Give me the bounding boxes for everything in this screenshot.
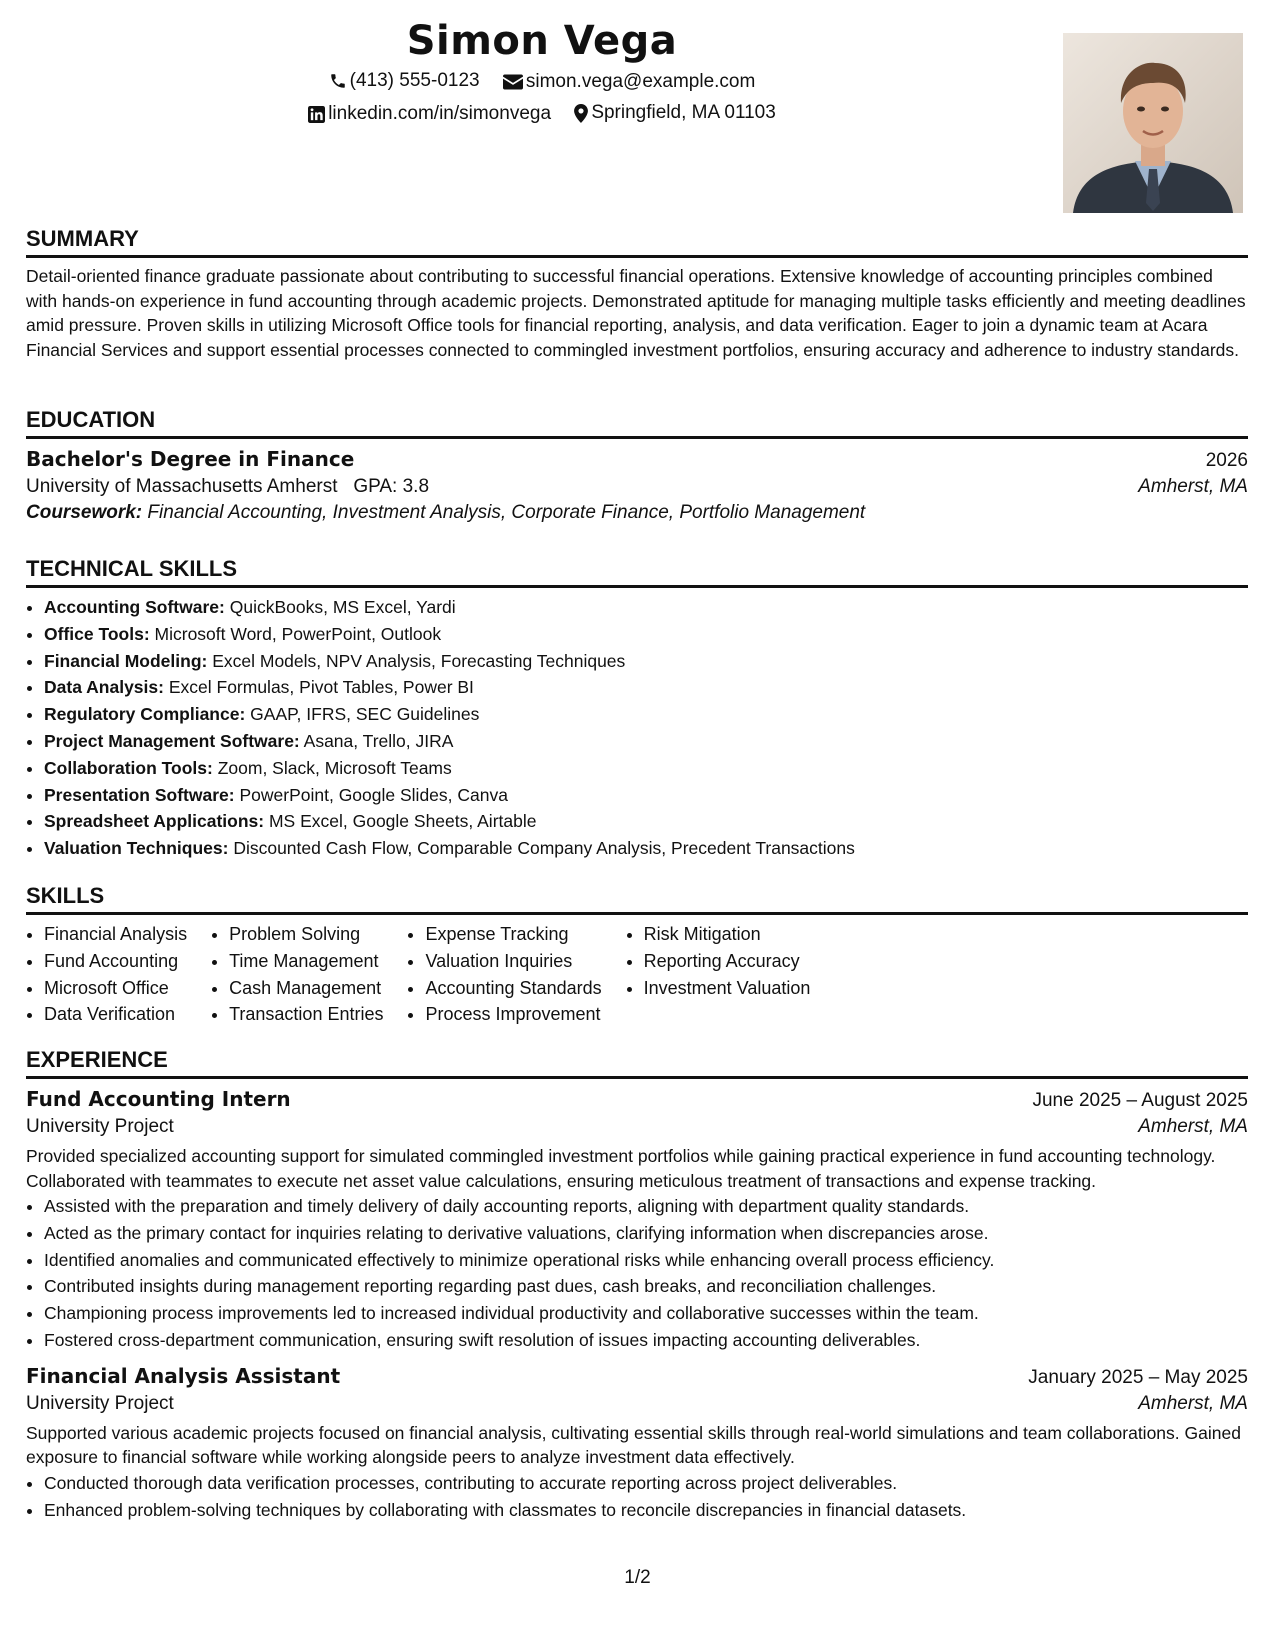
list-item: • Project Management Software: Asana, Trello, JIRA [44,728,1248,755]
coursework-line [26,502,1248,524]
list-item: • Financial Modeling: Excel Models, NPV Analysis, Forecasting Techniques [44,648,1248,675]
skills-column-3 [407,921,601,1028]
summary-section [26,226,1248,362]
technical-skills-heading: TECHNICAL SKILLS [26,556,1248,588]
list-item: • Valuation Inquiries [425,948,601,975]
job-org-row [26,1116,1248,1138]
school-location: Amherst, MA [1138,476,1248,497]
job-bullets [26,1470,1248,1524]
skills-heading: SKILLS [26,883,1248,915]
list-item: • Transaction Entries [229,1001,383,1028]
list-item: • Presentation Software: PowerPoint, Google Slides, Canva [44,782,1248,809]
summary-text: Detail-oriented finance graduate passionate about contributing to successful financial operations. Extensive knowledge of accounting principles combined with hands-on experience in fund accounting through academic projects. Demonstrated aptitude for managing multiple tasks efficiently and meeting deadlines amid pressure. Proven skills in utilizing Microsoft Office tools for financial reporting, analysis, and data verification. Eager to join a dynamic team at Acara Financial Services and support essential processes connected to commingled investment portfolios, ensuring accuracy and adherence to industry standards. [26,266,1246,360]
list-item: • Expense Tracking [425,921,601,948]
list-item: • Fostered cross-department communication, ensuring swift resolution of issues impacting accounting deliverables. [44,1327,1248,1354]
list-item: • Conducted thorough data verification processes, contributing to accurate reporting across project deliverables. [44,1470,1248,1497]
skills-column-1 [26,921,187,1028]
list-item: • Office Tools: Microsoft Word, PowerPoint, Outlook [44,621,1248,648]
job-organization: University Project [26,1392,174,1414]
job-dates: January 2025 – May 2025 [1028,1366,1248,1388]
list-item: • Acted as the primary contact for inquiries relating to derivative valuations, clarifying information when discrepancies arose. [44,1220,1248,1247]
map-pin-icon [574,104,588,123]
school-name: University of Massachusetts Amherst GPA: 3.8 [26,476,430,497]
job-org-row [26,1393,1248,1415]
graduation-year: 2026 [1205,450,1248,471]
list-item: • Assisted with the preparation and timely delivery of daily accounting reports, aligning with department quality standards. [44,1193,1248,1220]
list-item: • Identified anomalies and communicated effectively to minimize operational risks while enhancing overall process efficiency. [44,1247,1248,1274]
phone-contact [329,70,480,92]
list-item: • Accounting Software: QuickBooks, MS Excel, Yardi [44,594,1248,621]
job-header-row [26,1364,1248,1389]
job-title: Fund Accounting Intern [26,1087,291,1111]
technical-skills-list [26,594,1248,862]
degree-title: Bachelor's Degree in Finance [26,447,355,471]
list-item: • Valuation Techniques: Discounted Cash Flow, Comparable Company Analysis, Precedent Transactions [44,835,1248,862]
experience-heading: EXPERIENCE [26,1047,1248,1079]
envelope-icon [503,74,523,90]
email-contact [503,71,755,93]
candidate-name: Simon Vega [406,18,678,64]
summary-heading: SUMMARY [26,226,1248,258]
job-organization: University Project [26,1116,174,1137]
job-description: Supported various academic projects focused on financial analysis, cultivating essential skills through real-world simulations and team collaborations. Gained exposure to financial software while working alongside peers to analyze investment data effectively. [26,1422,1241,1468]
technical-skills-section [26,556,1248,862]
list-item: • Fund Accounting [44,948,187,975]
location-text: Springfield, MA 01103 [591,102,776,123]
experience-entry-2 [26,1364,1248,1524]
job-location: Amherst, MA [1138,1116,1248,1137]
coursework-text: Financial Accounting, Investment Analysis, Corporate Finance, Portfolio Management [147,502,866,523]
skills-column-4 [626,921,811,1028]
list-item: • Regulatory Compliance: GAAP, IFRS, SEC Guidelines [44,701,1248,728]
education-row-2 [26,476,1248,498]
job-title: Financial Analysis Assistant [26,1363,341,1388]
phone-icon [329,72,347,90]
list-item: • Data Analysis: Excel Formulas, Pivot Tables, Power BI [44,674,1248,701]
linkedin-text[interactable]: linkedin.com/in/simonvega [328,103,552,124]
location-contact [574,102,776,124]
job-location: Amherst, MA [1138,1392,1248,1414]
job-header-row [26,1087,1248,1112]
list-item: • Accounting Standards [425,975,601,1002]
list-item: • Process Improvement [425,1001,601,1028]
list-item: • Collaboration Tools: Zoom, Slack, Microsoft Teams [44,755,1248,782]
experience-entry-1 [26,1087,1248,1354]
list-item: • Championing process improvements led to increased individual productivity and collaborative successes within the team. [44,1300,1248,1327]
page-number: 1/2 [624,1567,651,1588]
experience-section [26,1047,1248,1523]
list-item: • Time Management [229,948,383,975]
phone-text[interactable]: (413) 555-0123 [349,70,480,91]
list-item: • Problem Solving [229,921,383,948]
education-section [26,407,1248,524]
list-item: • Microsoft Office [44,975,187,1002]
skills-section [26,883,1248,1028]
list-item: • Investment Valuation [644,975,811,1002]
list-item: • Data Verification [44,1001,187,1028]
list-item: • Reporting Accuracy [644,948,811,975]
coursework-label: Coursework: [26,502,143,523]
list-item: • Contributed insights during management reporting regarding past dues, cash breaks, and reconciliation challenges. [44,1273,1248,1300]
job-description: Provided specialized accounting support for simulated commingled investment portfolios while gaining practical experience in fund accounting technology. Collaborated with teammates to execute net asset value calculations, ensuring meticulous treatment of transactions and expense tracking. [26,1146,1216,1191]
education-row-1 [26,447,1248,472]
profile-photo [1063,33,1243,213]
list-item: • Spreadsheet Applications: MS Excel, Google Sheets, Airtable [44,808,1248,835]
list-item: • Cash Management [229,975,383,1002]
job-bullets [26,1193,1248,1354]
email-text[interactable]: simon.vega@example.com [525,71,756,92]
list-item: • Risk Mitigation [644,921,811,948]
skills-grid [26,921,1248,1028]
list-item: • Financial Analysis [44,921,187,948]
linkedin-contact [308,103,551,125]
education-heading: EDUCATION [26,407,1248,439]
skills-column-2 [211,921,383,1028]
list-item: • Enhanced problem-solving techniques by collaborating with classmates to reconcile discrepancies in financial datasets. [44,1497,1248,1524]
job-dates: June 2025 – August 2025 [1032,1090,1248,1111]
linkedin-icon [308,106,325,123]
